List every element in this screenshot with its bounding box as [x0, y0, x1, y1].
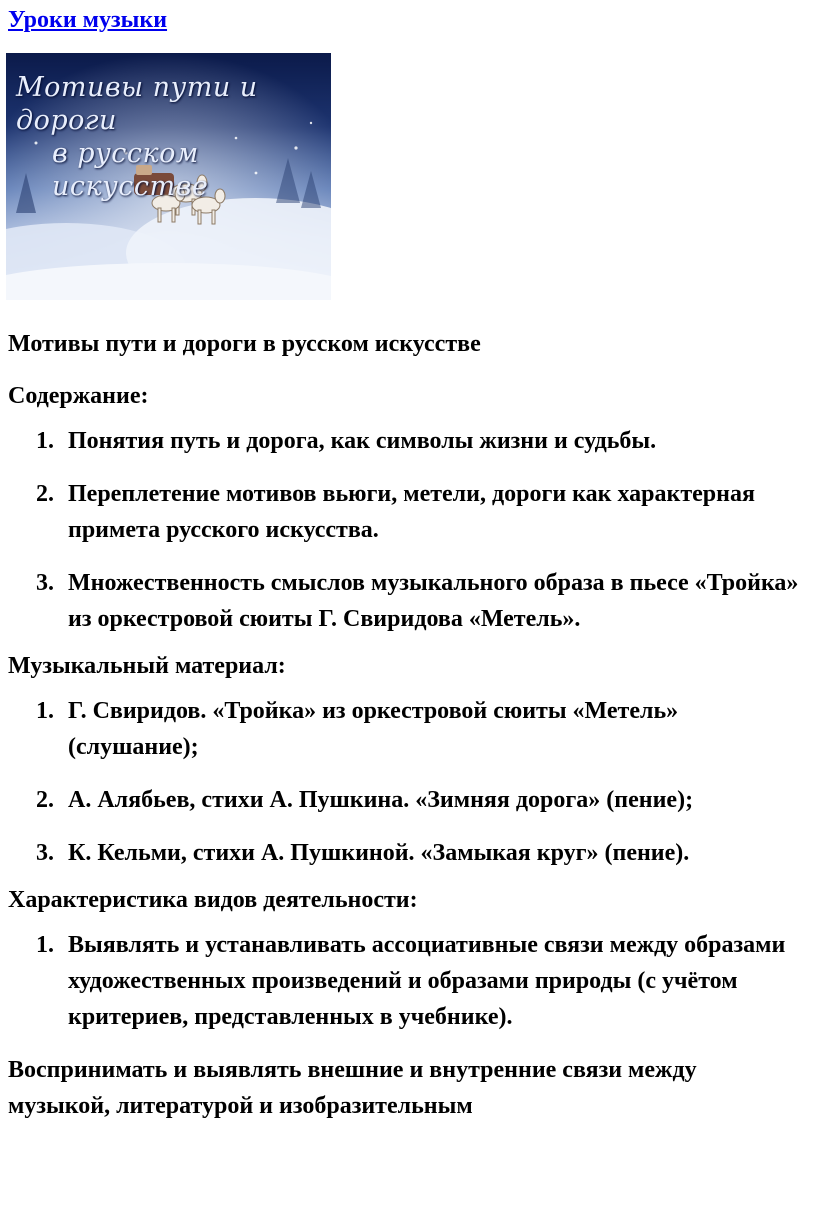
list-item-text: Г. Свиридов. «Тройка» из оркестровой сюиты «Метель» (слушание);: [68, 698, 679, 760]
material-list: [8, 693, 808, 871]
list-item: [36, 782, 808, 818]
list-item-text: Понятия путь и дорога, как символы жизни и судьбы.: [68, 428, 657, 454]
banner-title-line-2: в русском искусстве: [52, 138, 209, 202]
closing-paragraph: Воспринимать и выявлять внешние и внутренние связи между музыкой, литературой и изобразительным: [8, 1057, 697, 1119]
list-item-number: 1.: [36, 428, 54, 454]
list-item: [36, 835, 808, 871]
list-item-text: Выявлять и устанавливать ассоциативные связи между образами художественных произведений и образами природы (с учётом критериев, представленных в учебнике).: [68, 932, 786, 1030]
list-item-text: К. Кельми, стихи А. Пушкиной. «Замыкая круг» (пение).: [68, 840, 690, 866]
list-item-number: 1.: [36, 932, 54, 958]
list-item-text: А. Алябьев, стихи А. Пушкина. «Зимняя дорога» (пение);: [68, 787, 694, 813]
list-item-text: Переплетение мотивов вьюги, метели, дороги как характерная примета русского искусства.: [68, 481, 755, 543]
list-item: [36, 693, 808, 765]
list-item-number: 3.: [36, 840, 54, 866]
list-item-number: 3.: [36, 570, 54, 596]
list-item-number: 2.: [36, 481, 54, 507]
list-item: [36, 565, 808, 637]
list-item-number: 1.: [36, 698, 54, 724]
list-item-text: Множественность смыслов музыкального образа в пьесе «Тройка» из оркестровой сюиты Г. Свиридова «Метель».: [68, 570, 799, 632]
banner-title: [16, 71, 326, 203]
material-label: Музыкальный материал:: [8, 653, 286, 679]
activities-label: Характеристика видов деятельности:: [8, 887, 418, 913]
contents-list: [8, 423, 808, 637]
list-item: [36, 927, 808, 1035]
contents-label: Содержание:: [8, 383, 149, 409]
lessons-link[interactable]: Уроки музыки: [8, 7, 168, 33]
list-item: [36, 476, 808, 548]
lesson-heading: Мотивы пути и дороги в русском искусстве: [8, 331, 481, 357]
banner-title-line-1: Мотивы пути и дороги: [16, 72, 258, 136]
list-item-number: 2.: [36, 787, 54, 813]
list-item: [36, 423, 808, 459]
activities-list: [8, 927, 808, 1035]
lesson-banner-image: [6, 53, 331, 300]
